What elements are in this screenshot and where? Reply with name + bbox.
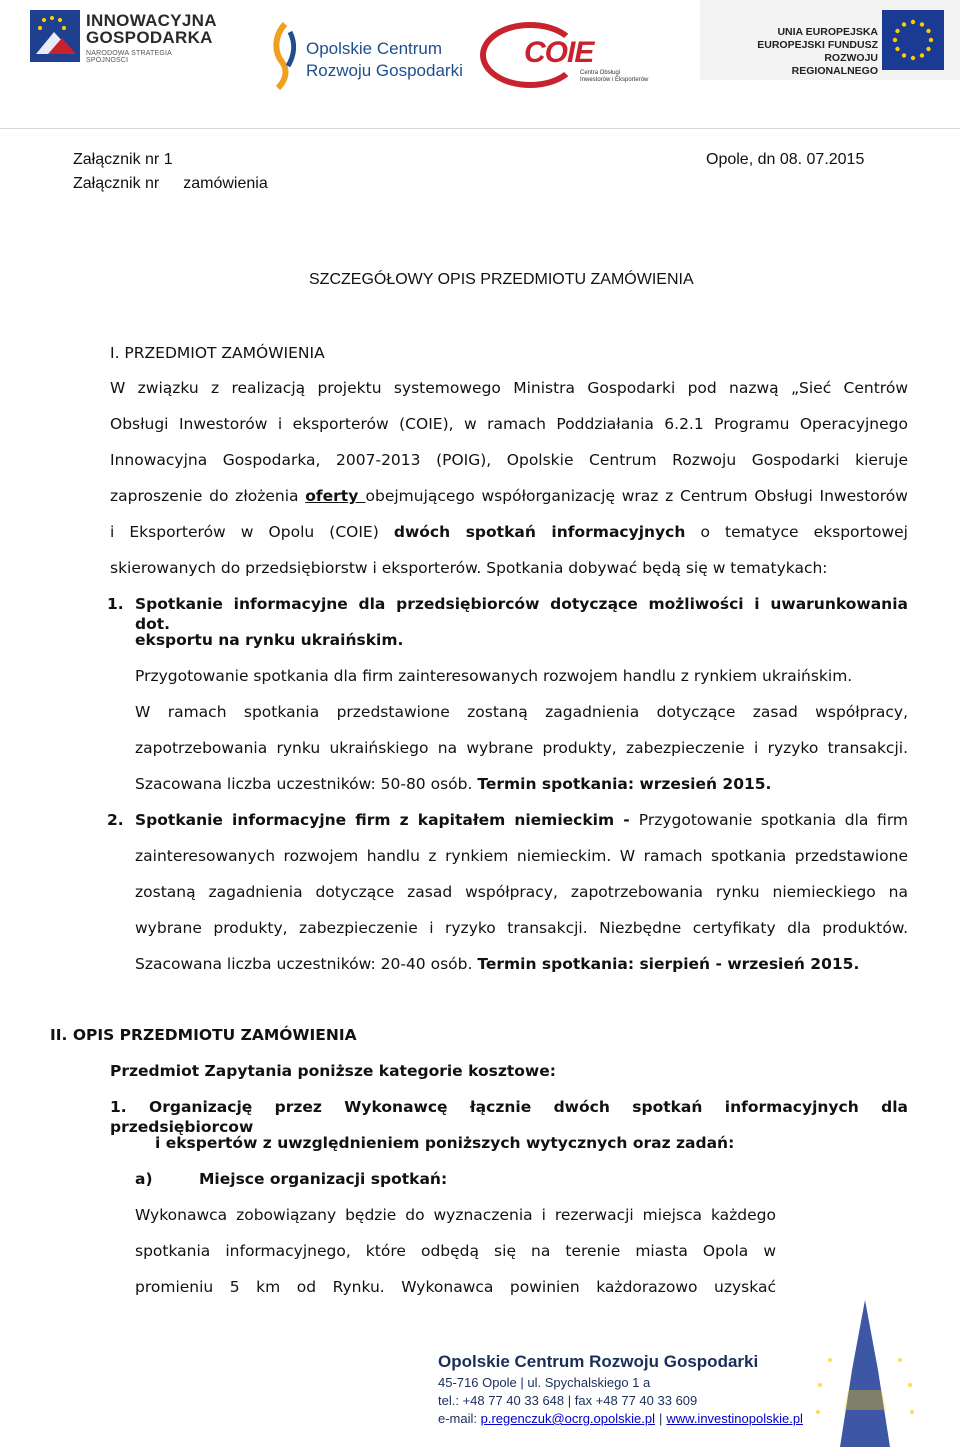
p1-l5-bold: dwóch spotkań informacyjnych <box>393 523 686 541</box>
item-2-heading-rest: Przygotowanie spotkania dla firm <box>638 811 909 829</box>
item-1-line-1: Przygotowanie spotkania dla firm zainteresowanych rozwojem handlu z rynkiem ukraińskim. <box>135 667 853 685</box>
p1-line-3: Innowacyjna Gospodarka, 2007-2013 (POIG), Opolskie Centrum Rozwoju Gospodarki kieruje <box>110 451 908 469</box>
subsection-a-label: a) <box>135 1170 153 1188</box>
coie-sub1: Centra Obsługi <box>580 70 621 76</box>
footer-phone: tel.: +48 77 40 33 648 | fax +48 77 40 33 609 <box>438 1393 698 1408</box>
document-date: Opole, dn 08. 07.2015 <box>706 151 865 168</box>
p1-line-2: Obsługi Inwestorów i eksporterów (COIE), w ramach Poddziałania 6.2.1 Programu Operacyjnego <box>110 415 908 433</box>
item-2-term: Termin spotkania: sierpień - wrzesień 2015. <box>477 955 860 973</box>
ocrg-line1: Opolskie Centrum <box>306 39 443 58</box>
item-1-line-3: zapotrzebowania rynku ukraińskiego na wybrane produkty, zabezpieczenie i ryzyko transakcji. <box>135 739 908 757</box>
footer-org: Opolskie Centrum Rozwoju Gospodarki <box>438 1352 759 1371</box>
subsection-a-title: Miejsce organizacji spotkań: <box>199 1170 448 1188</box>
item-2-number: 2. <box>107 811 124 829</box>
p1-l5-a: i Eksporterów w Opolu (COIE) <box>110 523 394 541</box>
footer-contact <box>438 1410 803 1428</box>
footer-email-label: e-mail: <box>438 1411 481 1426</box>
ocrg-logo <box>270 22 470 92</box>
section-2-heading: II. OPIS PRZEDMIOTU ZAMÓWIENIA <box>50 1026 357 1044</box>
item-2-participants: Szacowana liczba uczestników: 20-40 osób. <box>135 955 478 973</box>
section-1-heading: I. PRZEDMIOT ZAMÓWIENIA <box>110 344 325 362</box>
item-2-line-3: wybrane produkty, zabezpieczenie i ryzyko transakcji. Niezbędne certyfikaty dla produktów. <box>135 919 908 937</box>
coie-word: COIE <box>524 36 594 69</box>
ig-mark-icon <box>30 10 80 62</box>
p1-l4-b: obejmującego współorganizację wraz z Centrum Obsługi Inwestorów <box>365 487 908 505</box>
ig-logo-text <box>86 12 217 46</box>
item-1-heading-line-1: Spotkanie informacyjne dla przedsiębiorców dotyczące możliwości i uwarunkowania dot. <box>135 595 908 633</box>
attachment-label-1: Załącznik nr 1 <box>73 151 173 168</box>
header-divider <box>0 128 960 129</box>
item-2-heading: Spotkanie informacyjne firm z kapitałem niemieckim - <box>135 811 639 829</box>
p1-l4-underlined: oferty <box>305 487 366 505</box>
section-2-intro: Przedmiot Zapytania poniższe kategorie kosztowe: <box>110 1062 556 1080</box>
subsection-a-line-1: Wykonawca zobowiązany będzie do wyznaczenia i rezerwacji miejsca każdego <box>135 1206 776 1224</box>
ocrg-mark-icon <box>270 22 300 90</box>
coie-logo <box>480 22 650 92</box>
subsection-a-line-3: promieniu 5 km od Rynku. Wykonawca powinien każdorazowo uzyskać <box>135 1278 776 1296</box>
ocrg-line2: Rozwoju Gospodarki <box>306 61 463 80</box>
coie-sub2: Inwestorów i Eksporterów <box>580 77 649 83</box>
footer-website-link[interactable]: www.investinopolskie.pl <box>666 1411 803 1426</box>
tower-decoration-icon <box>790 1300 940 1447</box>
p1-line-4 <box>110 486 908 506</box>
footer-separator: | <box>658 1411 663 1426</box>
p1-l5-c: o tematyce eksportowej <box>685 523 908 541</box>
eu-line2: EUROPEJSKI FUNDUSZ <box>757 39 878 51</box>
p1-l4-a: zaproszenie do złożenia <box>110 487 306 505</box>
ig-line2: GOSPODARKA <box>86 28 213 47</box>
section-2-item-1-line-1: 1. Organizację przez Wykonawcę łącznie dwóch spotkań informacyjnych dla przedsiębiorcow <box>110 1098 908 1136</box>
innowacyjna-gospodarka-logo <box>30 8 217 68</box>
item-1-participants: Szacowana liczba uczestników: 50-80 osób. <box>135 775 478 793</box>
footer-email-link[interactable]: p.regenczuk@ocrg.opolskie.pl <box>480 1411 655 1426</box>
p1-line-6: skierowanych do przedsiębiorstw i eksporterów. Spotkania dobywać będą się w tematykach: <box>110 559 828 577</box>
eu-line1: UNIA EUROPEJSKA <box>777 26 878 38</box>
eu-line3: ROZWOJU REGIONALNEGO <box>791 52 878 77</box>
item-1-line-4 <box>135 774 933 794</box>
eu-flag-icon <box>882 10 944 70</box>
item-1-line-2: W ramach spotkania przedstawione zostaną zagadnienia dotyczące zasad współpracy, <box>135 703 908 721</box>
p1-line-5 <box>110 522 908 542</box>
item-1-term: Termin spotkania: wrzesień 2015. <box>477 775 772 793</box>
attachment-label-2 <box>73 175 268 193</box>
item-2-line-1: zainteresowanych rozwojem handlu z rynkiem niemieckim. W ramach spotkania przedstawione <box>135 847 908 865</box>
footer-address: 45-716 Opole | ul. Spychalskiego 1 a <box>438 1375 651 1390</box>
att2-part-b: zamówienia <box>183 175 268 192</box>
ig-line1: INNOWACYJNA <box>86 11 217 30</box>
item-2-heading-line <box>135 810 908 830</box>
att2-part-a: Załącznik nr <box>73 175 160 192</box>
footer <box>438 1350 803 1428</box>
item-1-number: 1. <box>107 595 124 613</box>
header-logos <box>0 0 960 100</box>
section-2-item-1-line-2: i ekspertów z uwzględnieniem poniższych wytycznych oraz zadań: <box>155 1134 735 1152</box>
p1-line-1: W związku z realizacją projektu systemowego Ministra Gospodarki pod nazwą „Sieć Centrów <box>110 379 908 397</box>
item-1-heading-line-2: eksportu na rynku ukraińskim. <box>135 631 404 649</box>
subsection-a-line-2: spotkania informacyjnego, które odbędą się na terenie miasta Opola w <box>135 1242 776 1260</box>
item-2-line-2: zostaną zagadnienia dotyczące zasad współpracy, zapotrzebowania rynku niemieckiego na <box>135 883 908 901</box>
item-2-line-4 <box>135 954 933 974</box>
page-title: SZCZEGÓŁOWY OPIS PRZEDMIOTU ZAMÓWIENIA <box>309 271 694 288</box>
eu-logo <box>700 0 960 80</box>
ig-sub: NARODOWA STRATEGIA SPÓJNOŚCI <box>86 50 172 64</box>
